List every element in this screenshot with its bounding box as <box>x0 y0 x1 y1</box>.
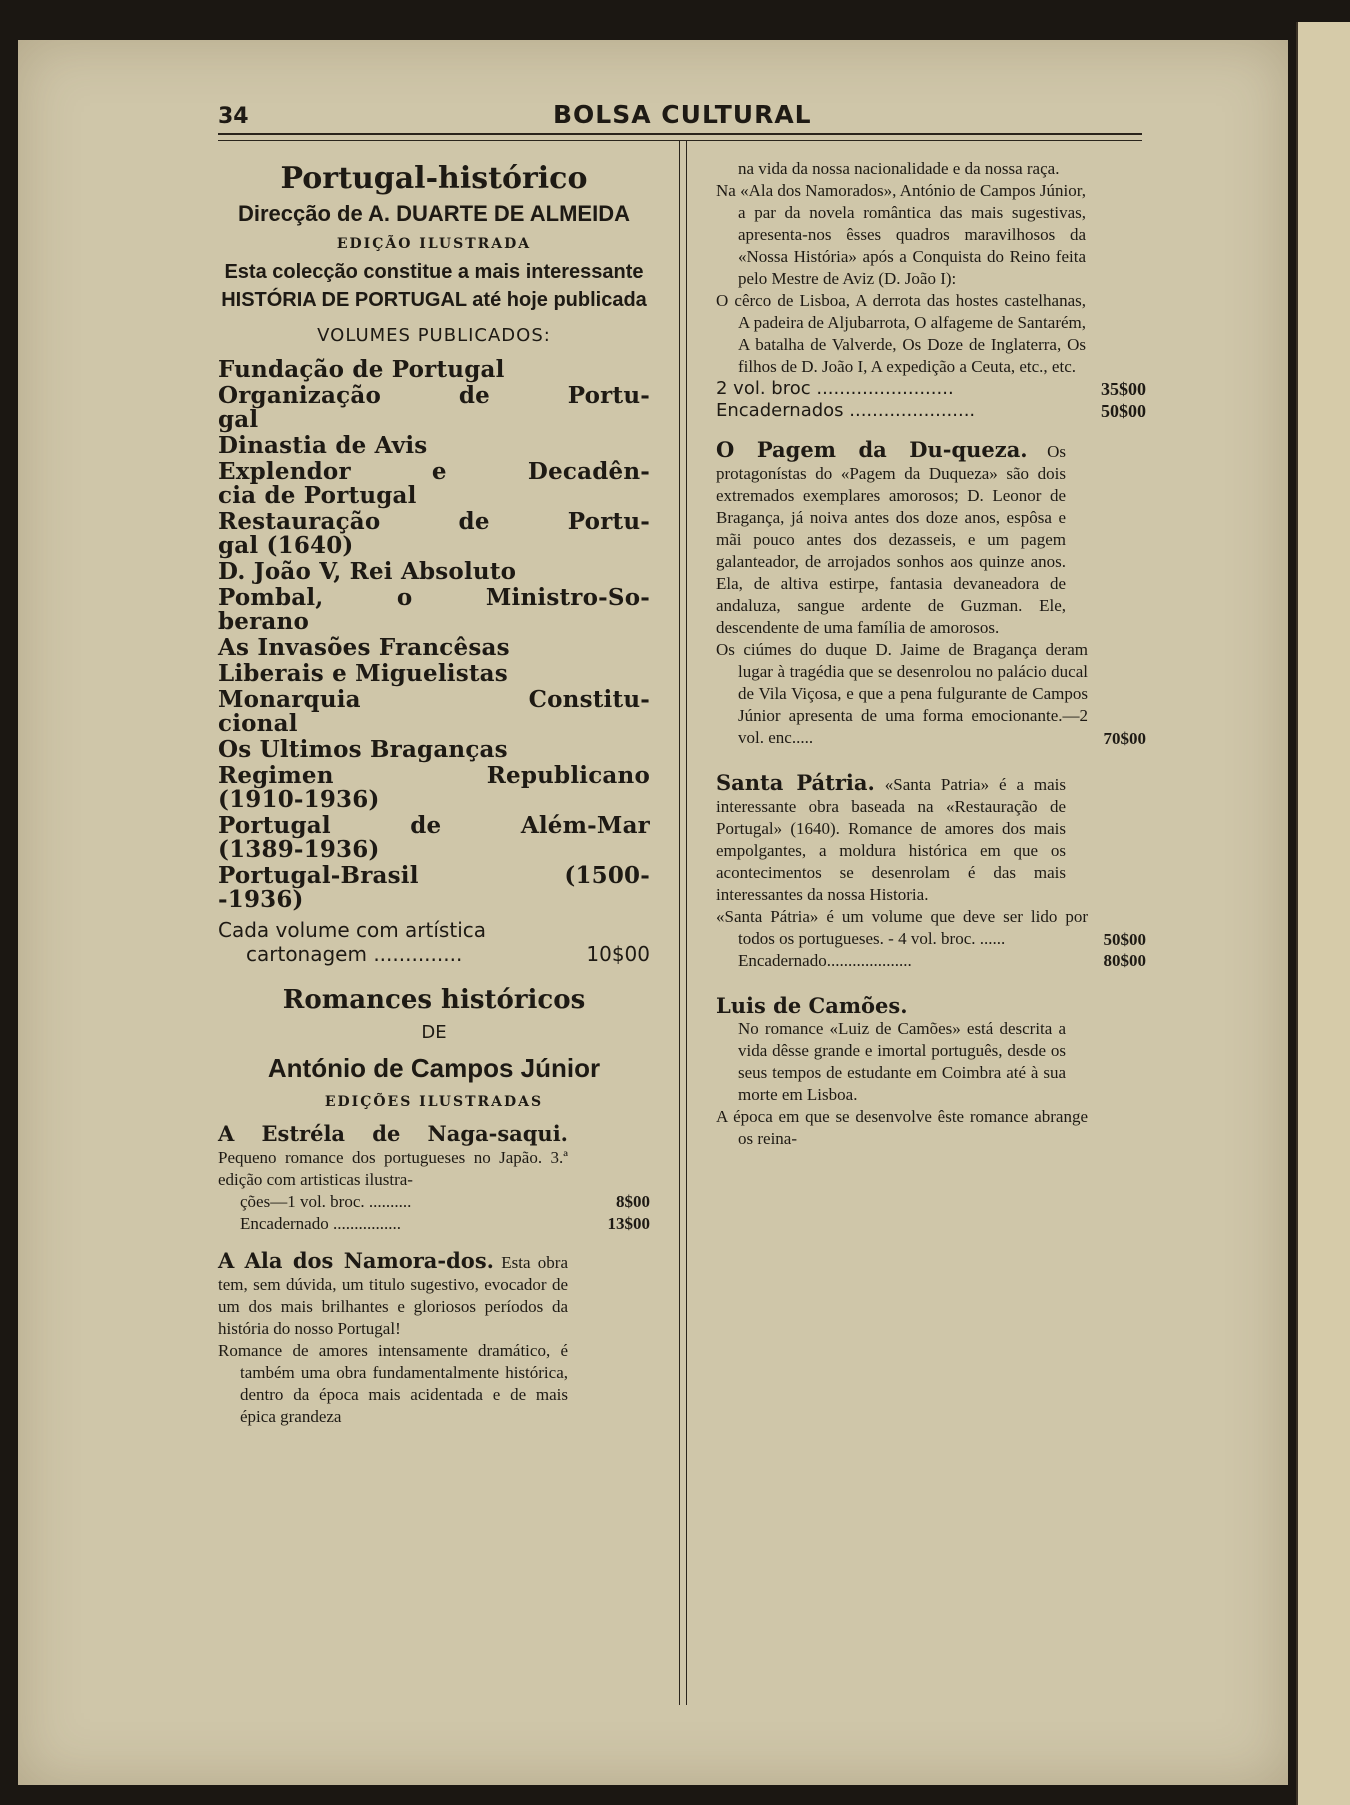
santa-title: Santa Pátria. <box>716 770 875 795</box>
romances-de: DE <box>421 1022 447 1043</box>
pagem-title: O Pagem da Du-queza. <box>716 437 1028 462</box>
volume-title-continuation: gal (1640) <box>218 532 354 559</box>
ala-para: Na «Ala dos Namorados», António de Campos Júnior, a par da novela romântica das mais sugestivas, apresenta-nos êsses quadros maravilhosos da «Nossa História» após a Conquista do Reino feita pelo Mestre de Aviz (D. João I): <box>716 181 1086 288</box>
pagem-description <box>716 438 1066 639</box>
volume-title-continuation: -1936) <box>218 886 304 913</box>
volume-title-continuation: berano <box>218 608 309 635</box>
publication-title: BOLSA CULTURAL <box>553 100 812 129</box>
volume-title <box>218 460 650 508</box>
header-rule <box>218 133 1142 135</box>
ala-cont-text: na vida da nossa nacionalidade e da nossa raça. <box>738 159 1060 178</box>
volume-title-line: Explendor e Decadên- <box>218 458 650 485</box>
volume-price-label: cartonagem .............. <box>246 942 463 966</box>
ala-price-broc-label: 2 vol. broc ........................ <box>716 378 954 399</box>
romances-section <box>218 982 650 1428</box>
estrela-price-enc-value: 13$00 <box>607 1214 650 1233</box>
ala-para-2: O cêrco de Lisboa, A derrota das hostes castelhanas, A padeira de Aljubarrota, O alfageme de Santarém, A batalha de Valverde, Os Doze de Inglaterra, Os filhos de D. João I, A expedição a Ceuta, etc., etc. <box>716 291 1086 376</box>
column-divider-second <box>686 140 687 1705</box>
book-entry-pagem <box>716 438 1146 749</box>
santa-price-enc-value: 80$00 <box>1103 951 1146 970</box>
santa-price-enc-label: Encadernado.................... <box>738 951 912 970</box>
santa-price-enc <box>716 950 1146 972</box>
volume-title-line: As Invasões Francêsas <box>218 634 510 661</box>
estrela-price-enc <box>218 1213 650 1235</box>
volume-price: 10$00 <box>586 942 650 966</box>
luis-text-2: A época em que se desenvolve êste romance abrange os reina- <box>716 1107 1088 1148</box>
ala-text-2: Romance de amores intensamente dramático, é também uma obra fundamentalmente histórica, dentro da época mais acidentada e de mais épica grandeza <box>218 1341 568 1426</box>
volume-title <box>218 586 650 634</box>
volume-title-line: Organização de Portu- <box>218 382 650 409</box>
volume-title <box>218 688 650 736</box>
volume-title <box>218 864 650 912</box>
volume-title <box>218 358 650 382</box>
romances-editions: EDIÇÕES ILUSTRADAS <box>324 1094 544 1110</box>
series-edition: EDIÇÃO ILUSTRADA <box>336 236 532 252</box>
romances-title: Romances históricos <box>282 985 586 1015</box>
page-number: 34 <box>218 104 249 129</box>
volume-title <box>218 738 650 762</box>
volume-title <box>218 814 650 862</box>
book-entry-ala <box>218 1249 568 1428</box>
estrela-text: Pequeno romance dos portugueses no Japão. 3.ª edição com artisticas ilustra- <box>218 1148 568 1189</box>
estrela-description <box>218 1122 568 1191</box>
ala-price-broc-value: 35$00 <box>1101 379 1146 399</box>
ala-price-enc-label: Encadernados ...................... <box>716 400 976 421</box>
volume-title <box>218 434 650 458</box>
volume-title-line: Portugal de Além-Mar <box>218 812 650 839</box>
estrela-prices <box>218 1191 650 1235</box>
estrela-price-broc <box>218 1191 650 1213</box>
estrela-price-enc-label: Encadernado ................ <box>240 1214 401 1233</box>
ala-price-enc <box>716 400 1146 422</box>
volume-title-continuation: cia de Portugal <box>218 482 417 509</box>
volumes-heading: VOLUMES PUBLICADOS: <box>317 325 551 346</box>
ala-description <box>218 1249 568 1340</box>
pagem-text: Os protagonístas do «Pagem da Duqueza» são dois extremados exemplares amorosos; D. Leonor de Bragança, já noiva antes dos doze anos, espôsa e mãi pouco antes dos dezasseis, e um pagem galanteador, de arrojados sonhos aos quinze anos. Ela, de altiva estirpe, fantasia devaneadora de andaluza, sangue ardente de Guzman. Ele, descendente de uma família de amorosos. <box>716 442 1066 637</box>
volume-price-text: Cada volume com artística <box>218 918 486 942</box>
estrela-title: A Estréla de Naga-saqui. <box>218 1121 568 1146</box>
volume-title <box>218 662 650 686</box>
ala-cont-lines <box>716 158 1088 180</box>
volume-title-continuation: cional <box>218 710 298 737</box>
volume-title <box>218 560 650 584</box>
santa-price-block <box>716 906 1146 950</box>
pagem-text-2: Os ciúmes do duque D. Jaime de Bragança deram lugar à tragédia que se desenrolou no palácio ducal de Vila Viçosa, e que a pena fulgurante de Campos Júnior apresenta de uma forma emocionante.—2 vol. enc..... <box>716 640 1088 747</box>
series-description: Esta colecção constitue a mais interessante HISTÓRIA DE PORTUGAL até hoje publicada <box>221 261 647 311</box>
header-rule-thin <box>218 140 1142 141</box>
left-column <box>218 160 650 1442</box>
ala-price-enc-value: 50$00 <box>1101 401 1146 421</box>
volume-title <box>218 636 650 660</box>
series-title: Portugal-histórico <box>280 161 588 196</box>
volume-title-line: D. João V, Rei Absoluto <box>218 558 517 585</box>
pagem-price-block <box>716 639 1146 749</box>
ala-text: Esta obra tem, sem dúvida, um titulo sugestivo, evocador de um dos mais brilhantes e gloriosos períodos da história do nosso Portugal! <box>218 1253 568 1338</box>
volume-title-continuation: gal <box>218 406 259 433</box>
santa-price-broc: 50$00 <box>1103 930 1146 949</box>
volume-list <box>218 358 650 912</box>
series-direction: Direcção de A. DUARTE DE ALMEIDA <box>238 201 630 226</box>
luis-text: No romance «Luiz de Camões» está descrita a vida dêsse grande e imortal português, desde os seus tempos de estudante em Coimbra até à sua morte em Lisboa. <box>738 1019 1066 1104</box>
volume-title <box>218 384 650 432</box>
ala-title: A Ala dos Namora-dos. <box>218 1248 494 1273</box>
ala-continuation <box>716 158 1146 422</box>
santa-description <box>716 771 1066 906</box>
volume-price-line <box>218 942 650 966</box>
book-entry-luis <box>716 994 1146 1150</box>
volume-title-line: Os Ultimos Braganças <box>218 736 508 763</box>
adjacent-page-edge <box>1296 22 1350 1805</box>
right-column <box>716 158 1146 1166</box>
volume-price-note <box>218 918 650 966</box>
estrela-price-broc-value: 8$00 <box>616 1192 650 1211</box>
luis-title: Luis de Camões. <box>716 993 908 1018</box>
volume-title-continuation: (1910-1936) <box>218 786 380 813</box>
volume-title-continuation: (1389-1936) <box>218 836 380 863</box>
estrela-price-broc-label: ções—1 vol. broc. .......... <box>240 1192 412 1211</box>
book-entry-estrela <box>218 1122 568 1191</box>
volume-title-line: Regimen Republicano <box>218 762 650 789</box>
volume-title-line: Monarquia Constitu- <box>218 686 650 713</box>
volume-title <box>218 510 650 558</box>
santa-text: «Santa Patria» é a mais interessante obra baseada na «Restauração de Portugal» (1640). Romance de amores dos mais empolgantes, a moldura histórica em que os acontecimentos se desenrolam é das mais interessantes da nossa Historia. <box>716 775 1067 904</box>
volume-title <box>218 764 650 812</box>
santa-text-2: «Santa Pátria» é um volume que deve ser lido por todos os portugueses. - 4 vol. broc. ...... <box>716 907 1088 948</box>
ala-price-broc <box>716 378 1146 400</box>
volume-title-line: Fundação de Portugal <box>218 356 505 383</box>
column-divider <box>679 140 680 1705</box>
author-name: António de Campos Júnior <box>267 1053 601 1083</box>
volume-title-line: Liberais e Miguelistas <box>218 660 508 687</box>
pagem-price: 70$00 <box>1103 729 1146 748</box>
volume-title-line: Portugal-Brasil (1500- <box>218 862 650 889</box>
volume-title-line: Restauração de Portu- <box>218 508 650 535</box>
book-entry-santa <box>716 771 1146 972</box>
volume-title-line: Pombal, o Ministro-So- <box>218 584 650 611</box>
volume-title-line: Dinastia de Avis <box>218 432 428 459</box>
